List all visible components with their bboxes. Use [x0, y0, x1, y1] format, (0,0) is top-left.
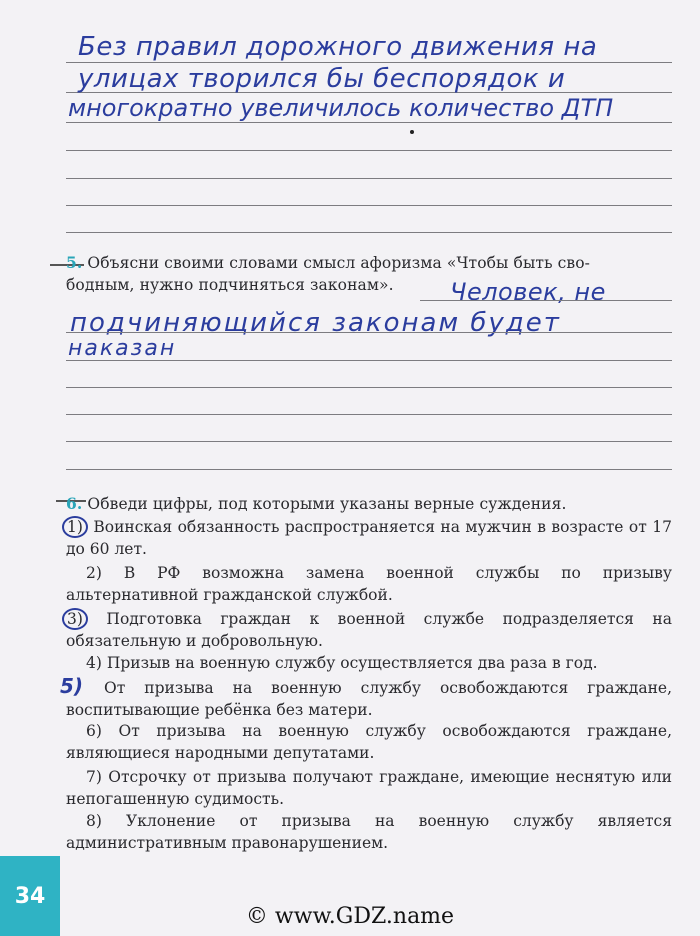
statement-marker: 4)	[86, 654, 102, 672]
circled-marker: 3)	[62, 608, 88, 630]
handwritten-marker: 5)	[60, 674, 84, 698]
task-text: бодным, нужно подчиняться законам».	[66, 276, 394, 294]
answer-line	[66, 387, 672, 388]
task-number: 5.	[66, 253, 83, 272]
statement-3	[66, 608, 672, 652]
statement-4	[66, 652, 672, 674]
handwritten-answer-4-line3: многократно увеличилось количество ДТП	[68, 94, 614, 122]
answer-line	[66, 414, 672, 415]
statement-8	[66, 810, 672, 854]
answer-line	[420, 300, 672, 301]
statement-text: Подготовка граждан к военной службе подразделяется на обязательную и добровольную.	[66, 610, 672, 650]
footer-watermark: © www.GDZ.name	[245, 904, 455, 929]
statement-text: Уклонение от призыва на военную службу является административным правонарушением.	[66, 812, 672, 852]
statement-text: Отсрочку от призыва получают граждане, имеющие неснятую или непогашенную судимость.	[66, 768, 672, 808]
statement-text: Воинская обязанность распространяется на мужчин в возрасте от 17 до 60 лет.	[66, 518, 672, 558]
statement-2	[66, 562, 672, 606]
answer-line	[66, 205, 672, 206]
statement-text: От призыва на военную службу освобождаются граждане, являющиеся народными депутатами.	[66, 722, 673, 762]
statement-6	[66, 720, 672, 764]
statement-marker: 7)	[86, 768, 102, 786]
answer-line	[66, 332, 672, 333]
statement-marker: 2)	[86, 564, 102, 582]
circled-marker: 1)	[62, 516, 88, 538]
handwritten-answer-5-line2: подчиняющийся законам будет	[70, 308, 561, 338]
statement-5	[60, 674, 673, 721]
statement-7	[66, 766, 672, 810]
handwritten-answer-4-line1: Без правил дорожного движения на	[78, 32, 598, 62]
task-number: 6.	[66, 494, 83, 513]
ink-dot	[410, 130, 414, 134]
task-text: Объясни своими словами смысл афоризма «Чтобы быть сво-	[87, 254, 591, 272]
answer-line	[66, 441, 672, 442]
answer-line	[66, 62, 672, 63]
statement-marker: 8)	[86, 812, 102, 830]
statement-text: От призыва на военную службу освобождаются граждане, воспитывающие ребёнка без матери.	[66, 679, 673, 719]
handwritten-answer-5-line1: Человек, не	[450, 278, 606, 306]
task-6	[66, 493, 672, 515]
answer-line	[66, 469, 672, 470]
handwritten-answer-5-line3: наказан	[68, 336, 177, 361]
answer-line	[66, 232, 672, 233]
task-prompt: Обведи цифры, под которыми указаны верные суждения.	[87, 495, 567, 513]
statement-marker: 6)	[86, 722, 102, 740]
answer-line	[66, 122, 672, 123]
answer-line	[66, 150, 672, 151]
statement-text: В РФ возможна замена военной службы по призыву альтернативной гражданской службой.	[66, 564, 672, 604]
handwritten-answer-4-line2: улицах творился бы беспорядок и	[78, 64, 566, 94]
page-number: 34	[0, 856, 60, 936]
statement-text: Призыв на военную службу осуществляется два раза в год.	[106, 654, 598, 672]
statement-1	[66, 516, 672, 560]
answer-line	[66, 178, 672, 179]
answer-line	[66, 360, 672, 361]
